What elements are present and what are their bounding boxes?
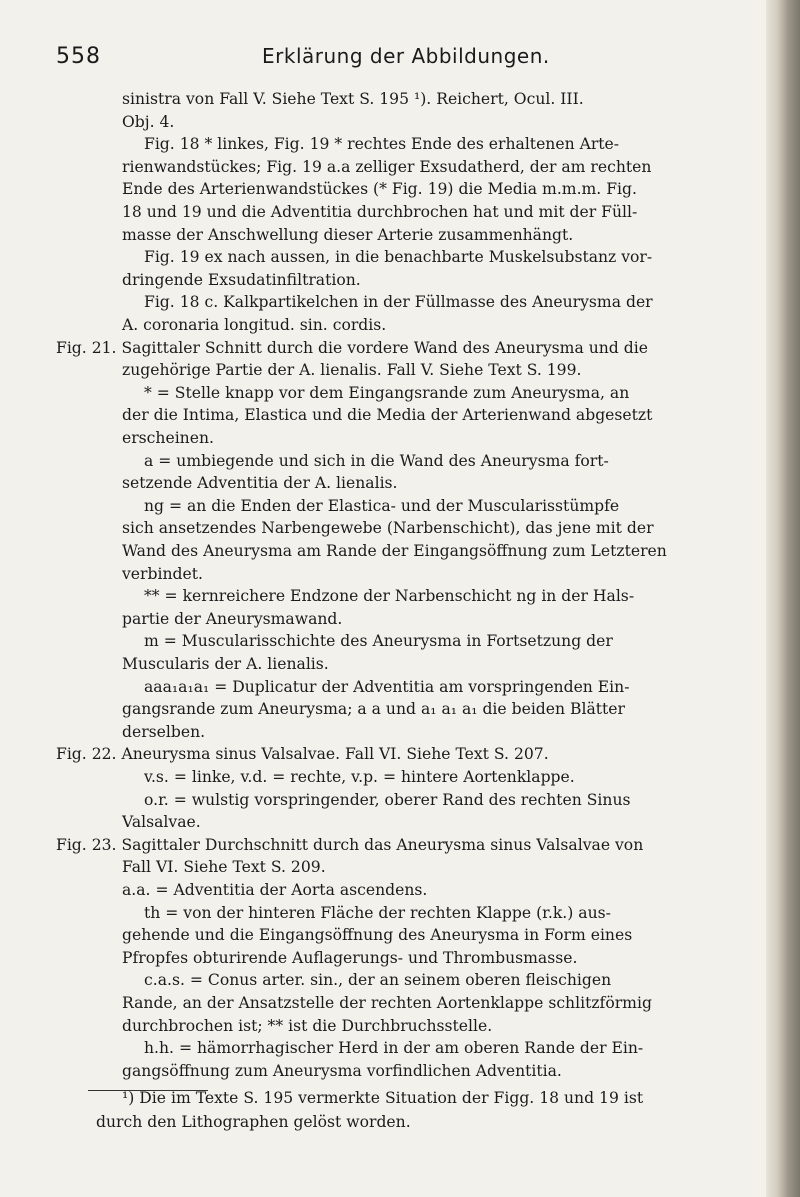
text-line: o.r. = wulstig vorspringender, oberer Rand des rechten Sinus <box>144 790 631 809</box>
text-line: a.a. = Adventitia der Aorta ascendens. <box>122 881 428 899</box>
text-line: Obj. 4. <box>122 112 175 131</box>
text-line: ** = kernreichere Endzone der Narbenschicht ng in der Hals- <box>144 587 635 606</box>
text-line: partie der Aneurysmawand. <box>122 609 343 628</box>
text-line: der die Intima, Elastica und die Media der Arterienwand abgesetzt <box>122 406 653 425</box>
text-line: gangsrande zum Aneurysma; a a und a₁ a₁ a₁ die beiden Blätter <box>122 700 625 719</box>
text-line: m = Muscularisschichte des Aneurysma in Fortsetzung der <box>144 632 613 651</box>
text-line: durchbrochen ist; ** ist die Durchbruchsstelle. <box>122 1016 493 1035</box>
text-line: * = Stelle knapp vor dem Eingangsrande zum Aneurysma, an <box>144 383 630 402</box>
text-line: Pfropfes obturirende Auflagerungs- und Thrombusmasse. <box>122 948 578 967</box>
text-line: gehende und die Eingangsöffnung des Aneurysma in Form eines <box>122 926 633 945</box>
text-line: gangsöffnung zum Aneurysma vorfindlichen Adventitia. <box>122 1061 562 1080</box>
text-line: Fig. 18 c. Kalkpartikelchen in der Füllmasse des Aneurysma der <box>144 293 653 312</box>
text-line: c.a.s. = Conus arter. sin., der an seinem oberen fleischigen <box>144 971 612 990</box>
text-line: Ende des Arterienwandstückes (* Fig. 19) die Media m.m.m. Fig. <box>122 180 637 199</box>
page-header <box>0 44 780 74</box>
text-line: 18 und 19 und die Adventitia durchbrochen hat und mit der Füll- <box>122 203 638 221</box>
page-edge-shadow <box>766 0 800 1197</box>
text-line: Valsalvae. <box>122 813 201 832</box>
text-line: masse der Anschwellung dieser Arterie zusammenhängt. <box>122 225 574 244</box>
text-line: h.h. = hämorrhagischer Herd in der am oberen Rande der Ein- <box>144 1039 644 1058</box>
text-line: dringende Exsudatinfiltration. <box>122 270 361 289</box>
text-line: Muscularis der A. lienalis. <box>122 655 329 673</box>
text-line: Rande, an der Ansatzstelle der rechten Aortenklappe schlitzförmig <box>122 994 652 1012</box>
text-line: a = umbiegende und sich in die Wand des Aneurysma fort- <box>144 451 609 470</box>
text-line: sich ansetzendes Narbengewebe (Narbenschicht), das jene mit der <box>122 519 654 538</box>
text-line: setzende Adventitia der A. lienalis. <box>122 474 398 493</box>
text-line: Fig. 22. Aneurysma sinus Valsalvae. Fall VI. Siehe Text S. 207. <box>56 745 549 764</box>
text-line: Wand des Aneurysma am Rande der Eingangsöffnung zum Letzteren <box>122 542 667 560</box>
text-line: Fig. 18 * linkes, Fig. 19 * rechtes Ende des erhaltenen Arte- <box>144 135 620 154</box>
text-line: erscheinen. <box>122 429 214 447</box>
text-line: verbindet. <box>122 564 203 583</box>
text-line: derselben. <box>122 722 206 741</box>
running-title: Erklärung der Abbildungen. <box>262 44 550 68</box>
text-line: zugehörige Partie der A. lienalis. Fall V. Siehe Text S. 199. <box>122 361 582 380</box>
footnote-line: durch den Lithographen gelöst worden. <box>96 1113 411 1131</box>
text-line: rienwandstückes; Fig. 19 a.a zelliger Exsudatherd, der am rechten <box>122 157 652 176</box>
text-line: Fig. 21. Sagittaler Schnitt durch die vordere Wand des Aneurysma und die <box>56 338 648 357</box>
text-line: v.s. = linke, v.d. = rechte, v.p. = hintere Aortenklappe. <box>144 768 575 786</box>
text-line: sinistra von Fall V. Siehe Text S. 195 ¹). Reichert, Ocul. III. <box>122 90 584 108</box>
text-line: aaa₁a₁a₁ = Duplicatur der Adventitia am vorspringenden Ein- <box>144 677 630 696</box>
text-line: A. coronaria longitud. sin. cordis. <box>122 316 387 334</box>
text-line: Fig. 19 ex nach aussen, in die benachbarte Muskelsubstanz vor- <box>144 248 653 267</box>
text-line: Fig. 23. Sagittaler Durchschnitt durch das Aneurysma sinus Valsalvae von <box>56 835 644 854</box>
text-line: Fall VI. Siehe Text S. 209. <box>122 858 326 877</box>
page-number: 558 <box>56 44 101 69</box>
text-line: ng = an die Enden der Elastica- und der Muscularisstümpfe <box>144 496 620 515</box>
footnote-line: ¹) Die im Texte S. 195 vermerkte Situation der Figg. 18 und 19 ist <box>122 1089 644 1107</box>
text-line: th = von der hinteren Fläche der rechten Klappe (r.k.) aus- <box>144 903 611 922</box>
